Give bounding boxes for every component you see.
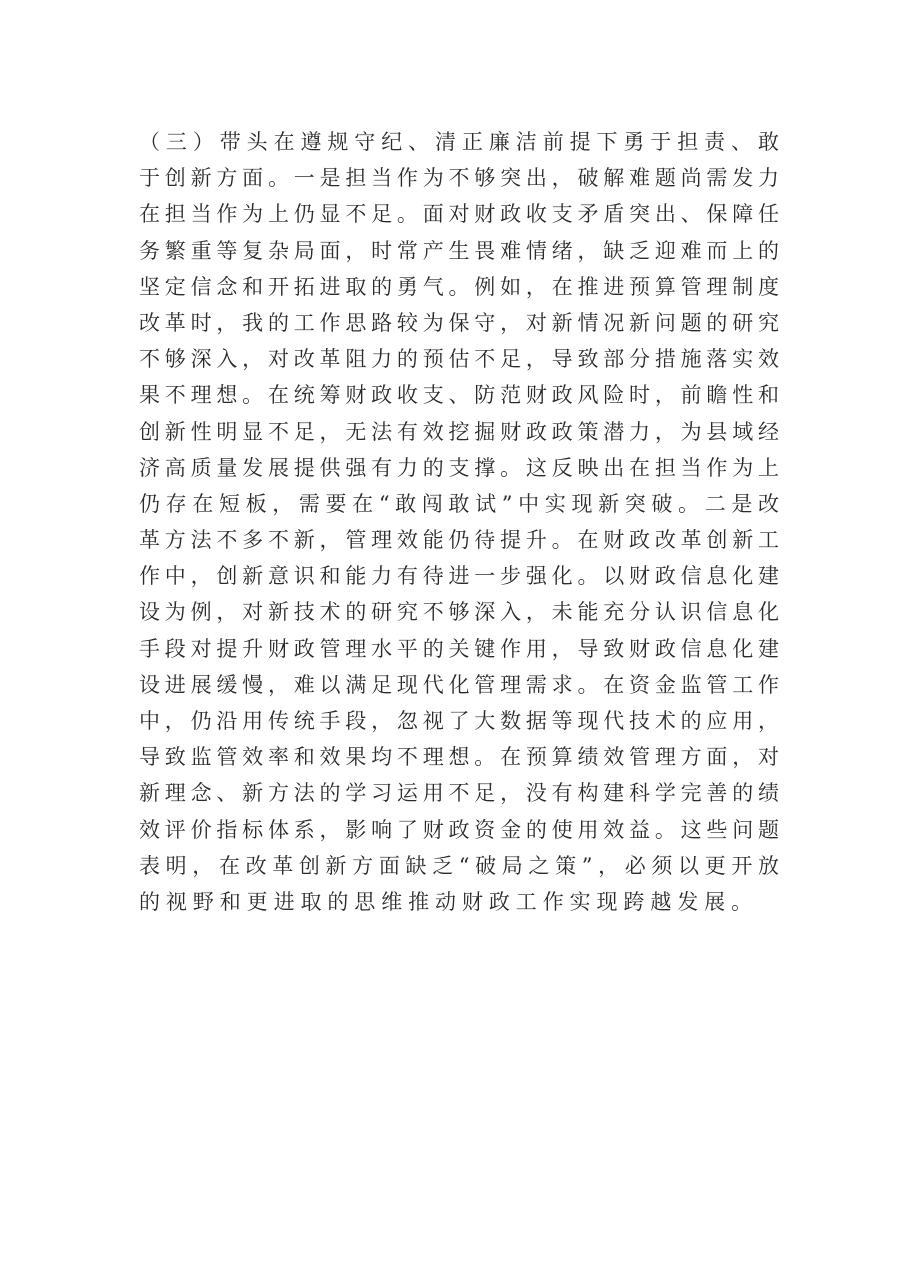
paragraph-line: 仍存在短板，需要在“敢闯敢试”中实现新突破。二是改 [139,491,785,516]
paragraph-line: 设进展缓慢，难以满足现代化管理需求。在资金监管工作 [139,672,784,697]
paragraph-line: 设为例，对新技术的研究不够深入，未能充分认识信息化 [139,600,784,625]
paragraph-line: 于创新方面。一是担当作为不够突出，破解难题尚需发力 [139,166,784,191]
paragraph-line: 手段对提升财政管理水平的关键作用，导致财政信息化建 [139,636,784,661]
paragraph-line: 创新性明显不足，无法有效挖掘财政政策潜力，为县域经 [139,419,784,444]
paragraph-line: 在担当作为上仍显不足。面对财政收支矛盾突出、保障任 [139,202,784,227]
paragraph-line: 效评价指标体系，影响了财政资金的使用效益。这些问题 [139,817,784,842]
paragraph-line: 中，仍沿用传统手段，忽视了大数据等现代技术的应用， [139,709,784,733]
paragraph-line: 改革时，我的工作思路较为保守，对新情况新问题的研究 [139,310,784,335]
paragraph-line: 济高质量发展提供强有力的支撑。这反映出在担当作为上 [139,455,784,480]
paragraph-line: 不够深入，对改革阻力的预估不足，导致部分措施落实效 [139,347,784,372]
paragraph-line: 坚定信念和开拓进取的勇气。例如，在推进预算管理制度 [139,274,784,299]
paragraph-line: 革方法不多不新，管理效能仍待提升。在财政改革创新工 [139,528,784,553]
paragraph-line: 果不理想。在统筹财政收支、防范财政风险时，前瞻性和 [139,383,784,408]
paragraph-line: 表明，在改革创新方面缺乏“破局之策”，必须以更开放 [139,853,785,878]
paragraph-line: 作中，创新意识和能力有待进一步强化。以财政信息化建 [139,564,784,589]
paragraph-line: 务繁重等复杂局面，时常产生畏难情绪，缺乏迎难而上的 [139,238,784,263]
paragraph-line: 导致监管效率和效果均不理想。在预算绩效管理方面，对 [139,745,784,770]
paragraph-line: 的视野和更进取的思维推动财政工作实现跨越发展。 [139,889,758,914]
paragraph-line: 新理念、新方法的学习运用不足，没有构建科学完善的绩 [139,781,784,806]
paragraph-line: （三）带头在遵规守纪、清正廉洁前提下勇于担责、敢 [139,130,785,154]
body-paragraph [139,124,785,920]
